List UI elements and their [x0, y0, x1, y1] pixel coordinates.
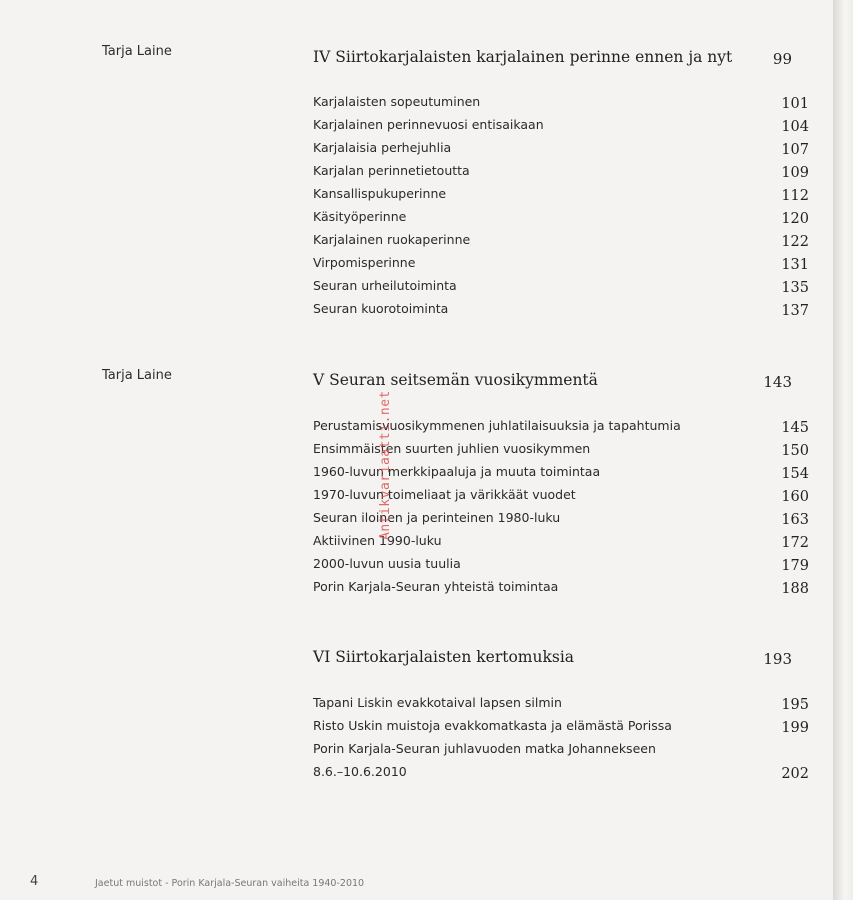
- toc-entry-page: 188: [781, 581, 809, 597]
- toc-entry-title: Aktiivinen 1990-luku: [313, 533, 442, 548]
- toc-entry: [313, 163, 809, 183]
- toc-entry-page: 195: [781, 697, 809, 713]
- section-4-heading-page: 99: [772, 50, 792, 68]
- section-5-author: Tarja Laine: [102, 368, 172, 383]
- toc-entry-page: 202: [781, 766, 809, 782]
- toc-entry: [313, 741, 809, 761]
- toc-entry-title: Risto Uskin muistoja evakkomatkasta ja elämästä Porissa: [313, 718, 672, 733]
- toc-entry: [313, 764, 809, 784]
- running-footer: Jaetut muistot - Porin Karjala-Seuran vaiheita 1940-2010: [95, 878, 365, 889]
- toc-entry: [313, 186, 809, 206]
- toc-entry: [313, 255, 809, 275]
- toc-entry: [313, 209, 809, 229]
- toc-entry-title: Karjalaisten sopeutuminen: [313, 94, 481, 109]
- toc-entry-page: 107: [781, 142, 809, 158]
- toc-entry-title: Ensimmäisten suurten juhlien vuosikymmen: [313, 441, 591, 456]
- toc-entry-page: 150: [781, 443, 809, 459]
- section-6-heading-page: 193: [763, 650, 792, 668]
- toc-entry-title: 1970-luvun toimeliaat ja värikkäät vuodet: [313, 487, 576, 502]
- section-4-heading: IV Siirtokarjalaisten karjalainen perinne ennen ja nyt: [313, 48, 733, 66]
- watermark-text: Antikvariaatti.net: [378, 390, 393, 540]
- toc-entry-page: 109: [781, 165, 809, 181]
- toc-entry-title: Karjalaisia perhejuhlia: [313, 140, 452, 155]
- toc-entry: [313, 695, 809, 715]
- toc-entry-page: 154: [781, 466, 809, 482]
- toc-entry-page: 131: [781, 257, 809, 273]
- toc-entry-page: 122: [781, 234, 809, 250]
- toc-entry-title: 1960-luvun merkkipaaluja ja muuta toimintaa: [313, 464, 601, 479]
- toc-entry: [313, 117, 809, 137]
- toc-entry-page: 163: [781, 512, 809, 528]
- toc-entry-page: 145: [781, 420, 809, 436]
- page-edge: [833, 0, 853, 900]
- toc-entry-title: 2000-luvun uusia tuulia: [313, 556, 461, 571]
- toc-entry-title: Karjalan perinnetietoutta: [313, 163, 470, 178]
- toc-entry-title: Tapani Liskin evakkotaival lapsen silmin: [313, 695, 562, 710]
- toc-entry-page: 179: [781, 558, 809, 574]
- toc-entry-title: Karjalainen perinnevuosi entisaikaan: [313, 117, 544, 132]
- toc-entry: [313, 140, 809, 160]
- section-5-heading-page: 143: [763, 373, 792, 391]
- toc-entry: [313, 94, 809, 114]
- toc-entry-page: 101: [781, 96, 809, 112]
- toc-entry-page: 104: [781, 119, 809, 135]
- toc-entry-title: Perustamisvuosikymmenen juhlatilaisuuksia ja tapahtumia: [313, 418, 681, 433]
- toc-entry-title: 8.6.–10.6.2010: [313, 764, 407, 779]
- toc-entry-title: Virpomisperinne: [313, 255, 416, 270]
- toc-entry-title: Seuran urheilutoiminta: [313, 278, 457, 293]
- toc-entry: [313, 301, 809, 321]
- toc-entry-title: Seuran kuorotoiminta: [313, 301, 449, 316]
- toc-entry: [313, 278, 809, 298]
- toc-entry: [313, 232, 809, 252]
- toc-entry-title: Seuran iloinen ja perinteinen 1980-luku: [313, 510, 561, 525]
- toc-entry-page: 199: [781, 720, 809, 736]
- toc-entry-page: 112: [781, 188, 809, 204]
- toc-entry-title: Porin Karjala-Seuran yhteistä toimintaa: [313, 579, 559, 594]
- watermark: [378, 372, 398, 542]
- section-6-heading: VI Siirtokarjalaisten kertomuksia: [313, 648, 575, 666]
- toc-entry-page: 135: [781, 280, 809, 296]
- page-number: 4: [30, 874, 39, 889]
- toc-entry-title: Käsityöperinne: [313, 209, 407, 224]
- toc-entry: [313, 579, 809, 599]
- section-4-author: Tarja Laine: [102, 44, 172, 59]
- toc-entry: [313, 718, 809, 738]
- toc-entry-title: Porin Karjala-Seuran juhlavuoden matka Johannekseen: [313, 741, 656, 756]
- toc-entry-page: 160: [781, 489, 809, 505]
- toc-entry-title: Karjalainen ruokaperinne: [313, 232, 471, 247]
- toc-entry-page: 172: [781, 535, 809, 551]
- toc-entry-page: 120: [781, 211, 809, 227]
- toc-entry-page: 137: [781, 303, 809, 319]
- toc-entry-title: Kansallispukuperinne: [313, 186, 447, 201]
- section-5-heading: V Seuran seitsemän vuosikymmentä: [313, 371, 598, 389]
- toc-entry: [313, 556, 809, 576]
